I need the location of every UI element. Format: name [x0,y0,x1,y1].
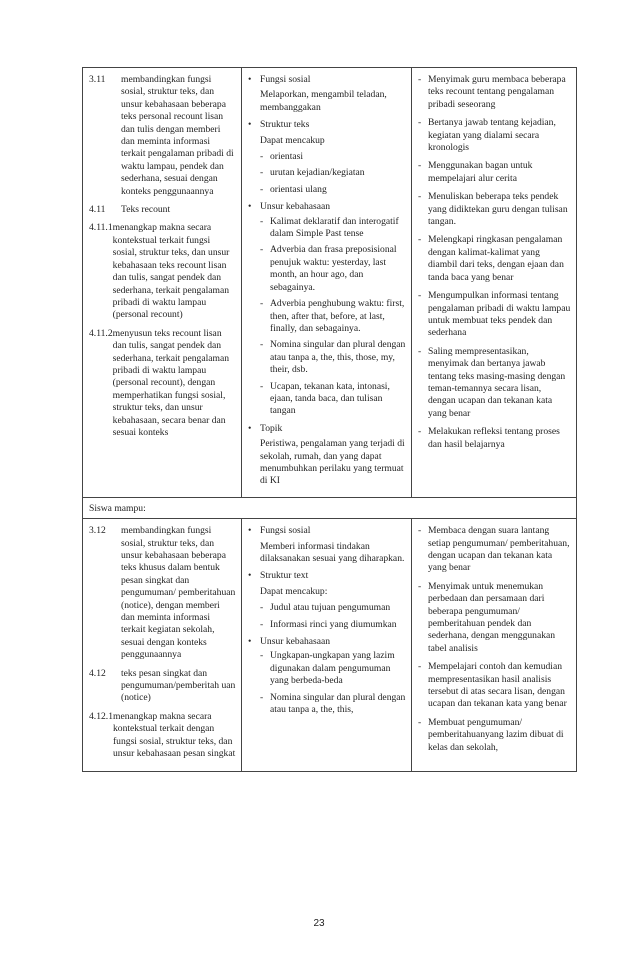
material-section [248,570,406,631]
competency-item [89,222,236,321]
list-item: - Judul atau tujuan pengumuman [260,602,391,614]
section-heading: Unsur kebahasaan [260,201,331,213]
section-text: Dapat mencakup: [260,585,328,597]
list-item: - Ungkapan-ungkapan yang lazim digunakan dalam pengumuman yang berbeda-beda [260,650,395,687]
list-item: - Menyimak guru membaca beberapa teks recount tentang pengalaman pribadi seseorang [418,74,566,110]
bullet-icon: • [248,525,252,537]
competency-number: 3.11 [89,74,106,85]
list-item: - Menggunakan bagan untuk mempelajari alur cerita [418,160,533,184]
list-item: - Adverbia dan frasa preposisional penujuk waktu: yesterday, last month, an hour ago, dan sebagainya. [260,244,397,293]
competency-text: Teks recount [121,204,171,216]
list-item: - Membuat pengumuman/ pemberitahuanyang lazim dibuat di kelas dan sekolah, [418,716,564,753]
table-row [83,497,577,518]
section-heading: Unsur kebahasaan [260,636,331,648]
material-section [248,525,406,565]
activity-cell [412,68,577,498]
list-item: - Melengkapi ringkasan pengalaman dengan kalimat-kalimat yang diambil dari teks, dengan ejaan dan tanda baca yang benar [418,234,564,283]
material-section [248,74,406,114]
list-item: - Mengumpulkan informasi tentang pengalaman pribadi di waktu lampau untuk membuat teks pendek dan sederhana [418,290,571,339]
list-item: - Saling mempresentasikan, menyimak dan bertanya jawab tentang teks masing-masing dengan teman-temannya secara lisan, dengan ucapan dan tekanan kata yang benar [418,345,566,419]
competency-number: 4.11 [89,204,106,216]
material-section [248,119,406,196]
list-item: - orientasi ulang [260,183,327,195]
list-item: - Adverbia penghubung waktu: first, then, after that, before, at last, finally, dan sebagainya. [260,298,405,334]
competency-text: menangkap makna secara kontekstual terkait fungsi sosial, struktur teks, dan unsur kebahasaan teks recount lisan dan tulis, sangat pendek dan sederhana, terkait pengalaman pribadi di waktu lampau (personal recount) [112,222,230,321]
bullet-icon: • [248,570,252,582]
material-section [248,201,406,418]
table-row [83,519,577,771]
list-item: - Nomina singular dan plural dengan atau tanpa a, the, this, those, my, their, dsb. [260,339,406,376]
list-item: - Membaca dengan suara lantang setiap pengumuman/ pemberitahuan, dengan ucapan dan tekanan kata yang benar [418,525,570,574]
competency-cell [83,519,242,771]
list-item: - Ucapan, tekanan kata, intonasi, ejaan, tanda baca, dan tulisan tangan [260,380,390,417]
material-section [248,636,406,716]
list-item: - Menyimak untuk menemukan perbedaan dan persamaan dari beberapa pengumuman/ pemberitahuan pendek dan sederhana, dengan menggunakan tabel analisis [418,580,556,654]
competency-cell [83,68,242,498]
bullet-icon: • [248,119,252,131]
list-item: - Mempelajari contoh dan kemudian mempresentasikan hasil analisis tersebut di atas secara lisan, dengan ucapan dan tekanan kata yang benar [418,661,567,710]
list-item: - orientasi [260,151,304,163]
list-item: - urutan kejadian/kegiatan [260,167,365,179]
section-heading: Fungsi sosial [260,525,311,537]
list-item: - Menuliskan beberapa teks pendek yang didiktekan guru dengan tulisan tangan. [418,191,568,228]
competency-text: menangkap makna secara kontekstual terkait dengan fungsi sosial, struktur teks, dan unsur kebahasaan pesan singkat [112,710,236,760]
competency-number: 3.12 [89,525,106,537]
syllabus-table [82,67,577,772]
section-heading: Fungsi sosial [260,74,311,85]
material-cell [242,519,412,771]
material-cell [242,68,412,498]
list-item: - Kalimat deklaratif dan interogatif dalam Simple Past tense [260,215,399,240]
competency-item [89,525,236,661]
competency-item [89,204,236,216]
section-text: Melaporkan, mengambil teladan, membanggakan [260,89,387,113]
competency-item [89,328,236,440]
bullet-icon: • [248,422,252,434]
competency-text: membandingkan fungsi sosial, struktur teks, dan unsur kebahasaan beberapa teks personal recount lisan dan tulis dengan memberi dan meminta informasi terkait pengalaman pribadi di waktu lampau, pendek dan sederhana, sesuai dengan konteks penggunaannya [121,74,234,197]
list-item: - Informasi rinci yang diumumkan [260,618,397,630]
competency-item [89,711,236,761]
page-number: 23 [313,918,325,929]
list-item: - Melakukan refleksi tentang proses dan hasil belajarnya [418,426,560,450]
table-row [83,68,577,498]
section-text: Dapat mencakup [260,134,325,146]
competency-text: menyusun teks recount lisan dan tulis, sangat pendek dan sederhana, terkait pengalaman pribadi di waktu lampau (personal recount), dengan memperhatikan fungsi sosial, struktur teks, dan unsur kebahasaan, secara benar dan sesuai konteks [112,327,230,438]
bullet-icon: • [248,74,252,85]
competency-number: 4.12.1 [89,710,113,722]
competency-item [89,74,236,198]
section-heading: Struktur text [260,570,309,582]
competency-number: 4.11.2 [89,327,113,339]
section-heading: Struktur teks [260,119,310,131]
section-text: Memberi informasi tindakan dilaksanakan sesuai yang diharapkan. [260,540,405,564]
bullet-icon: • [248,201,252,213]
list-item: - Bertanya jawab tentang kejadian, kegiatan yang dialami secara kronologis [418,117,556,154]
competency-number: 4.11.1 [89,222,113,234]
competency-text: membandingkan fungsi sosial, struktur teks, dan unsur kebahasaan beberapa teks khusus dalam bentuk pesan singkat dan pengumuman/ pemberitahuan (notice), dengan memberi dan meminta informasi terkait kegiatan sekolah, sesuai dengan konteks penggunaannya [121,525,236,661]
section-text: Peristiwa, pengalaman yang terjadi di sekolah, rumah, dan yang dapat menumbuhkan perilaku yang termuat di KI [260,438,405,487]
material-section [248,423,406,488]
section-heading: Topik [260,422,283,434]
competency-item [89,668,236,705]
activity-cell [412,519,577,771]
competency-text: teks pesan singkat dan pengumuman/pemberitah uan (notice) [121,667,236,704]
list-item: - Nomina singular dan plural dengan atau tanpa a, the, this, [260,691,406,716]
bullet-icon: • [248,636,252,648]
competency-number: 4.12 [89,667,106,679]
section-label: Siswa mampu: [83,497,577,518]
